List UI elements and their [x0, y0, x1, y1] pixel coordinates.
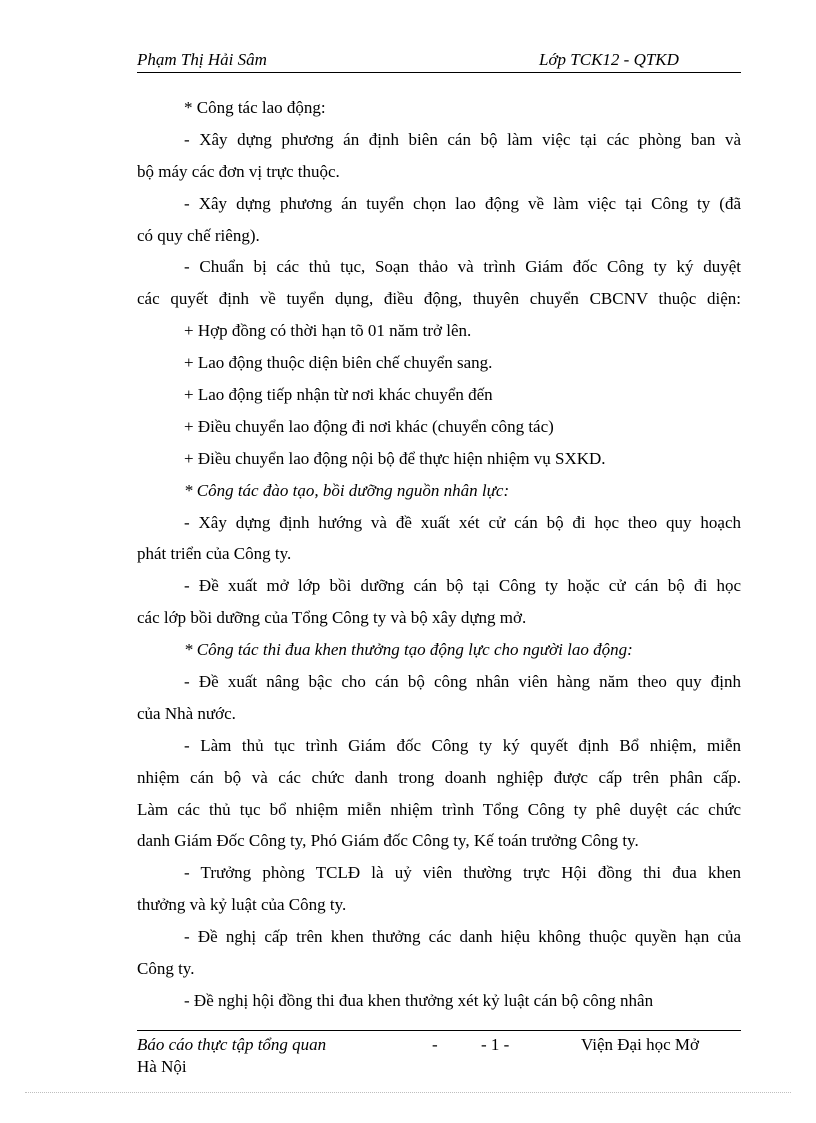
text-line: Công ty. — [137, 959, 195, 979]
text-line: - Trưởng phòng TCLĐ là uỷ viên thường trực Hội đồng thi đua khen — [184, 863, 741, 883]
header-author: Phạm Thị Hải Sâm — [137, 50, 267, 69]
text-line: + Lao động thuộc diện biên chế chuyển sang. — [184, 353, 493, 373]
text-line: + Điều chuyển lao động đi nơi khác (chuyển công tác) — [184, 416, 554, 436]
text-line: nhiệm cán bộ và các chức danh trong doanh nghiệp được cấp trên phân cấp. — [137, 767, 741, 787]
text-line: - Đề xuất nâng bậc cho cán bộ công nhân viên hàng năm theo quy định — [184, 672, 741, 692]
text-line: Làm các thủ tục bổ nhiệm miễn nhiệm trình Tổng Công ty phê duyệt các chức — [137, 799, 741, 819]
text-line: - Xây dựng phương án tuyển chọn lao động về làm việc tại Công ty (đã — [184, 193, 741, 213]
footer-city: Hà Nội — [137, 1057, 187, 1076]
text-line: danh Giám Đốc Công ty, Phó Giám đốc Công ty, Kế toán trưởng Công ty. — [137, 831, 639, 851]
text-line: có quy chế riêng). — [137, 225, 260, 245]
footer-report-title: Báo cáo thực tập tổng quan — [137, 1035, 327, 1054]
page-edge-divider — [25, 1092, 791, 1093]
text-line: phát triển của Công ty. — [137, 544, 292, 564]
footer-dash: - — [432, 1035, 438, 1054]
header-class: Lớp TCK12 - QTKD — [539, 50, 679, 69]
page-header — [137, 50, 741, 73]
text-line: các quyết định về tuyển dụng, điều động, thuyên chuyển CBCNV thuộc diện: — [137, 289, 741, 309]
page-footer — [137, 1030, 741, 1076]
text-line: + Hợp đồng có thời hạn tõ 01 năm trở lên. — [184, 321, 472, 341]
section-heading: * Công tác thi đua khen thưởng tạo động lực cho người lao động: — [184, 640, 633, 660]
document-body — [137, 92, 741, 1017]
text-line: - Chuẩn bị các thủ tục, Soạn thảo và trình Giám đốc Công ty ký duyệt — [184, 257, 741, 277]
text-line: - Đề xuất mở lớp bồi dưỡng cán bộ tại Công ty hoặc cử cán bộ đi học — [184, 576, 741, 596]
text-line: của Nhà nước. — [137, 703, 236, 723]
text-line: bộ máy các đơn vị trực thuộc. — [137, 161, 340, 181]
text-line: - Đề nghị cấp trên khen thưởng các danh hiệu không thuộc quyền hạn của — [184, 927, 741, 947]
text-line: - Xây dựng phương án định biên cán bộ làm việc tại các phòng ban và — [184, 129, 741, 149]
text-line: + Điều chuyển lao động nội bộ để thực hiện nhiệm vụ SXKD. — [184, 448, 606, 468]
text-line: thưởng và kỷ luật của Công ty. — [137, 895, 347, 915]
text-line: các lớp bồi dưỡng của Tổng Công ty và bộ xây dựng mở. — [137, 608, 527, 628]
section-heading: * Công tác đào tạo, bồi dưỡng nguồn nhân lực: — [184, 480, 510, 500]
text-line: * Công tác lao động: — [184, 98, 326, 117]
text-line: + Lao động tiếp nhận từ nơi khác chuyển đến — [184, 385, 493, 405]
text-line: - Đề nghị hội đồng thi đua khen thưởng xét kỷ luật cán bộ công nhân — [184, 990, 654, 1010]
text-line: - Xây dựng định hướng và đề xuất xét cử cán bộ đi học theo quy hoạch — [184, 512, 741, 532]
page-number: - 1 - — [481, 1035, 510, 1054]
footer-institute: Viện Đại học Mở — [581, 1035, 699, 1054]
text-line: - Làm thủ tục trình Giám đốc Công ty ký quyết định Bổ nhiệm, miễn — [184, 735, 741, 755]
